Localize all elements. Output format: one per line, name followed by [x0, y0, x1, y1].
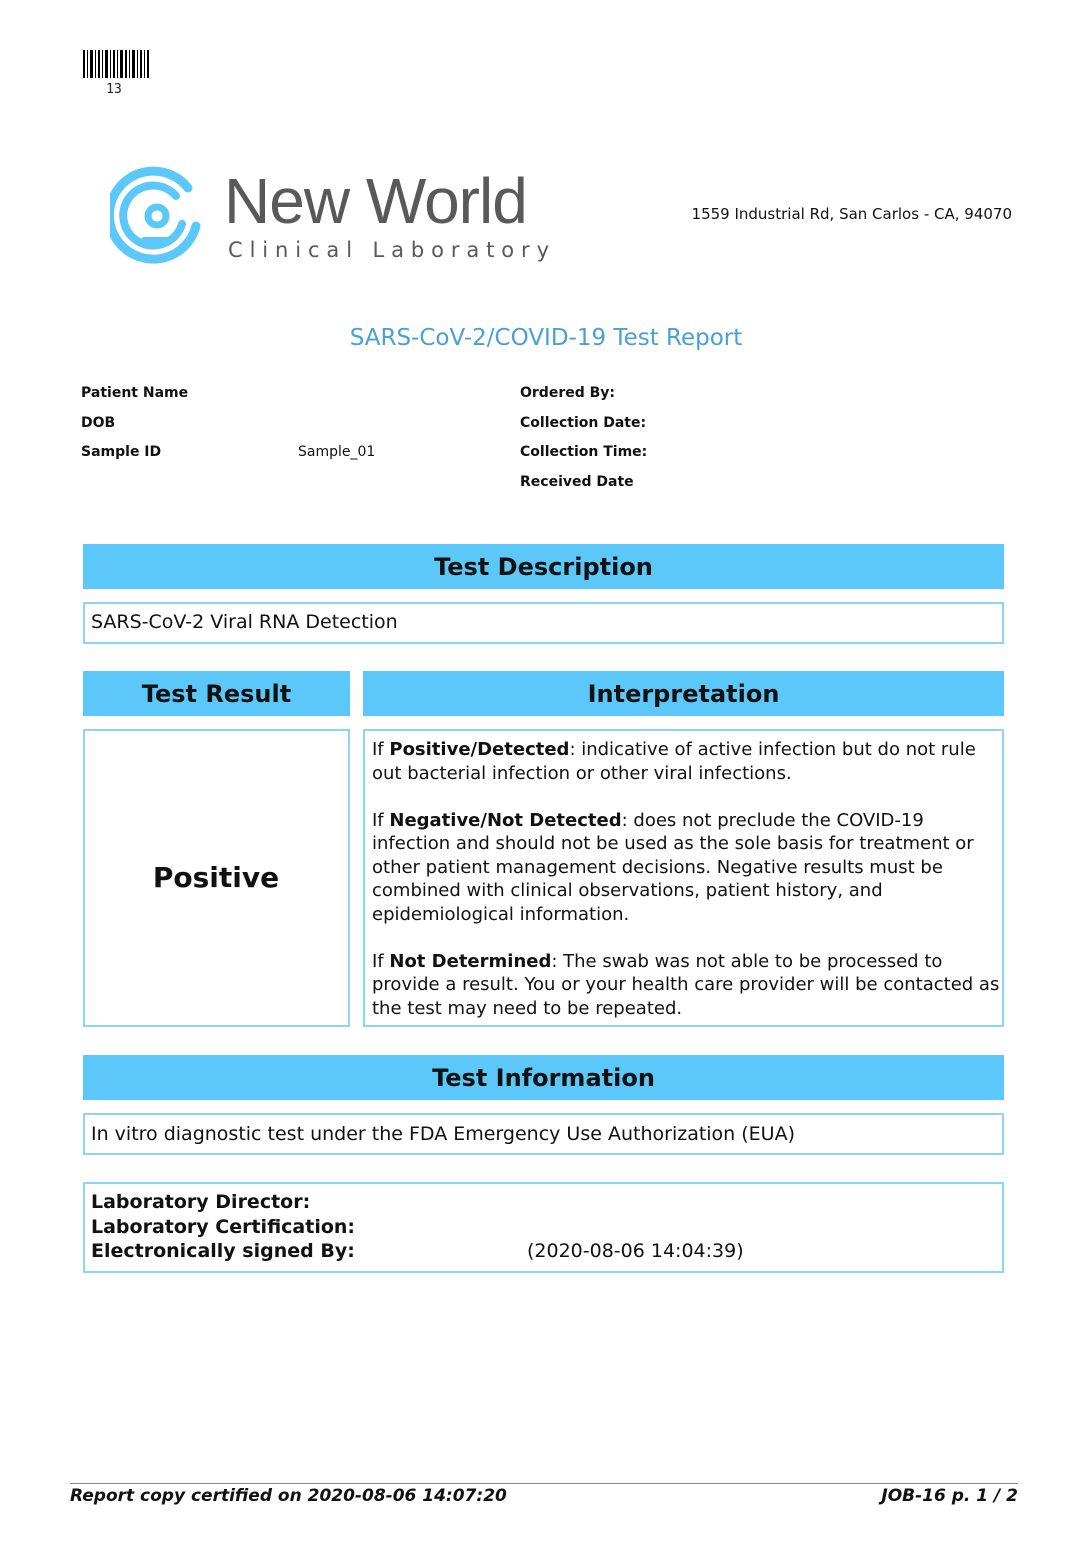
logo-icon	[110, 166, 206, 268]
test-description-value: SARS-CoV-2 Viral RNA Detection	[91, 611, 398, 633]
test-information-value: In vitro diagnostic test under the FDA Emergency Use Authorization (EUA)	[91, 1123, 796, 1145]
logo-subtitle: Clinical Laboratory	[228, 238, 556, 262]
test-description-header: Test Description	[83, 544, 1004, 589]
sample-id-label: Sample ID	[81, 444, 162, 460]
dob-label: DOB	[81, 415, 116, 431]
collection-date-label: Collection Date:	[520, 415, 647, 431]
logo-name: New World	[224, 165, 527, 237]
interpretation-header: Interpretation	[363, 671, 1004, 716]
signed-by-label: Electronically signed By:	[91, 1240, 355, 1262]
footer-divider	[70, 1483, 1018, 1484]
interpretation-positive: If Positive/Detected: indicative of active infection but do not rule out bacterial infection or other viral infections.	[372, 739, 976, 784]
ordered-by-label: Ordered By:	[520, 385, 616, 401]
lab-address: 1559 Industrial Rd, San Carlos - CA, 94070	[691, 205, 1012, 223]
report-title: SARS-CoV-2/COVID-19 Test Report	[349, 325, 743, 351]
interpretation-not-determined: If Not Determined: The swab was not able to be processed to provide a result. You or your health care provider will be contacted as the test may need to be repeated.	[372, 950, 1000, 1019]
received-date-label: Received Date	[520, 474, 634, 490]
test-result-value: Positive	[152, 861, 280, 894]
interpretation-text	[372, 738, 1000, 1044]
footer-page-number: JOB-16 p. 1 / 2	[881, 1486, 1018, 1506]
footer-certified-text: Report copy certified on 2020-08-06 14:07:20	[70, 1486, 507, 1506]
sample-id-value: Sample_01	[298, 444, 376, 460]
interpretation-negative: If Negative/Not Detected: does not preclude the COVID-19 infection and should not be used as the sole basis for treatment or other patient management decisions. Negative results must be combined with clinical observations, patient history, and epidemiological information.	[372, 809, 974, 925]
barcode-number: 13	[106, 82, 122, 97]
laboratory-certification-label: Laboratory Certification:	[91, 1216, 356, 1238]
collection-time-label: Collection Time:	[520, 444, 648, 460]
barcode-icon	[83, 50, 149, 78]
test-result-header: Test Result	[83, 671, 350, 716]
signed-timestamp: (2020-08-06 14:04:39)	[527, 1240, 744, 1262]
patient-name-label: Patient Name	[81, 385, 189, 401]
laboratory-director-label: Laboratory Director:	[91, 1191, 311, 1213]
test-information-header: Test Information	[83, 1055, 1004, 1100]
